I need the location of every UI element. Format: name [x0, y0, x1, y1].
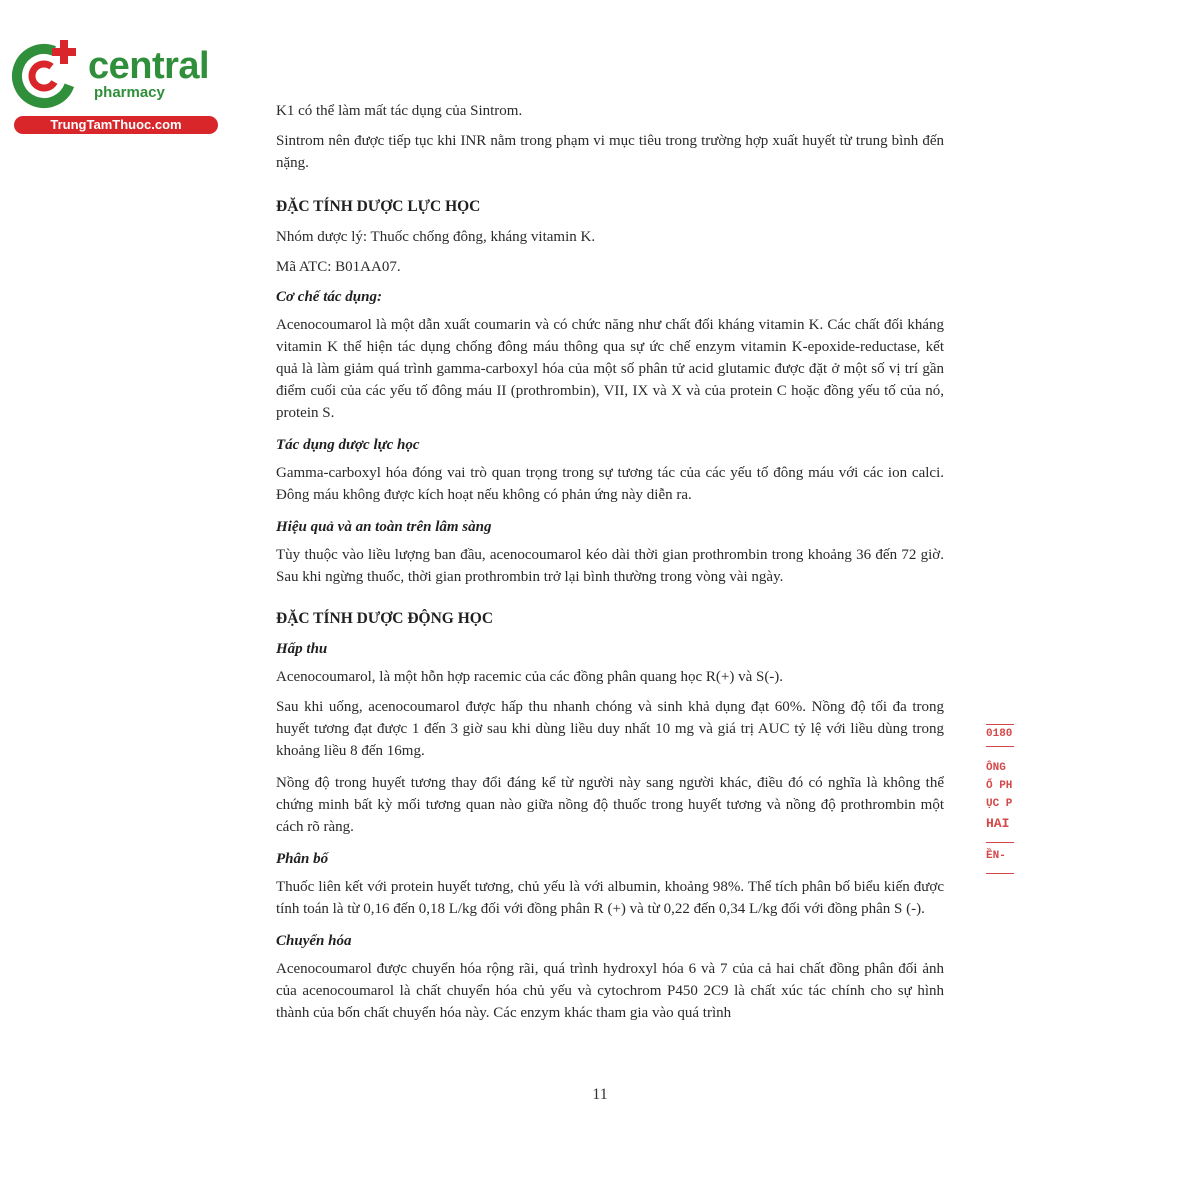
- subheading-absorption: Hấp thu: [276, 641, 328, 657]
- stamp-divider: [986, 842, 1014, 843]
- paragraph: K1 có thể làm mất tác dụng của Sintrom.: [276, 103, 523, 119]
- document-body: [276, 100, 944, 1034]
- stamp-text: Ổ PH: [986, 780, 1013, 792]
- subheading-pharmacodynamic-effect: Tác dụng dược lực học: [276, 437, 420, 453]
- page-number: 11: [592, 1086, 608, 1103]
- paragraph-mechanism: Acenocoumarol là một dẫn xuất coumarin và có chức năng như chất đối kháng vitamin K. Các chất đối kháng vitamin K thể hiện tác dụng chống đông máu thông qua sự ức chế enzym vitamin K-epoxide-reductase, kết quả là làm giảm quá trình gamma-carboxyl hóa của một số phân tử acid glutamic được đặt ở một số vị trí gần điểm cuối của các yếu tố đông máu II (prothrombin), VII, IX và X và của protein C hoặc đồng yếu tố của nó, protein S.: [276, 317, 944, 421]
- paragraph-distribution: Thuốc liên kết với protein huyết tương, chủ yếu là với albumin, khoảng 98%. Thể tích phân bố biểu kiến được tính toán là từ 0,16 đến 0,18 L/kg đối với đồng phân R (+) và từ 0,22 đến 0,34 L/kg đối với đồng phân S (-).: [276, 879, 944, 917]
- section-heading-pharmacokinetics: ĐẶC TÍNH DƯỢC ĐỘNG HỌC: [276, 610, 494, 627]
- stamp-text: ÔNG: [986, 762, 1006, 774]
- paragraph: Sintrom nên được tiếp tục khi INR nằm trong phạm vi mục tiêu trong trường hợp xuất huyết từ trung bình đến nặng.: [276, 133, 944, 171]
- subheading-mechanism: Cơ chế tác dụng:: [276, 289, 382, 305]
- brand-tagline: pharmacy: [94, 84, 165, 101]
- stamp-text: 0180: [986, 728, 1013, 740]
- section-heading-pharmacodynamics: ĐẶC TÍNH DƯỢC LỰC HỌC: [276, 198, 481, 215]
- website-label[interactable]: TrungTamThuoc.com: [14, 116, 218, 134]
- central-pharmacy-logo[interactable]: [8, 36, 218, 136]
- subheading-clinical-efficacy: Hiệu quả và an toàn trên lâm sàng: [276, 519, 492, 535]
- stamp-text: ỤC P: [986, 798, 1013, 810]
- stamp-divider: [986, 746, 1014, 747]
- paragraph-absorption-3: Nồng độ trong huyết tương thay đổi đáng kể từ người này sang người khác, điều đó có nghĩa là không thể chứng minh bất kỳ mối tương quan nào giữa nồng độ thuốc trong huyết tương và nồng độ prothrombin một cách rõ ràng.: [276, 775, 944, 835]
- subheading-distribution: Phân bố: [276, 851, 329, 867]
- atc-code: Mã ATC: B01AA07.: [276, 259, 401, 275]
- brand-name: central: [88, 45, 210, 87]
- subheading-metabolism: Chuyển hóa: [276, 933, 352, 949]
- paragraph-metabolism: Acenocoumarol được chuyển hóa rộng rãi, quá trình hydroxyl hóa 6 và 7 của cả hai chất đồng phân đối ảnh của acenocoumarol là chất chuyển hóa chủ yếu và cytochrom P450 2C9 là chất xúc tác chính cho sự hình thành của bốn chất chuyển hóa này. Các enzym khác tham gia vào quá trình: [276, 961, 944, 1021]
- pharmacological-group: Nhóm dược lý: Thuốc chống đông, kháng vitamin K.: [276, 229, 596, 245]
- stamp-text: ỀN-: [986, 850, 1006, 862]
- stamp-text: HAI: [986, 816, 1010, 831]
- paragraph-pharmacodynamic-effect: Gamma-carboxyl hóa đóng vai trò quan trọng trong sự tương tác của các yếu tố đông máu với các ion calci. Đông máu không được kích hoạt nếu không có phản ứng này diễn ra.: [276, 465, 944, 503]
- logo-mark-icon: [8, 36, 86, 114]
- paragraph-absorption-2: Sau khi uống, acenocoumarol được hấp thu nhanh chóng và sinh khả dụng đạt 60%. Nồng độ tối đa trong huyết tương đạt được 1 đến 3 giờ sau khi dùng liều duy nhất 10 mg và giá trị AUC tỷ lệ với liều dùng trong khoảng liều 8 đến 16mg.: [276, 699, 944, 759]
- red-stamp-fragment: [986, 724, 1022, 874]
- paragraph-absorption-1: Acenocoumarol, là một hỗn hợp racemic của các đồng phân quang học R(+) và S(-).: [276, 669, 784, 685]
- paragraph-clinical-efficacy: Tùy thuộc vào liều lượng ban đầu, acenocoumarol kéo dài thời gian prothrombin trong khoảng 36 đến 72 giờ. Sau khi ngừng thuốc, thời gian prothrombin trở lại bình thường trong vòng vài ngày.: [276, 547, 944, 585]
